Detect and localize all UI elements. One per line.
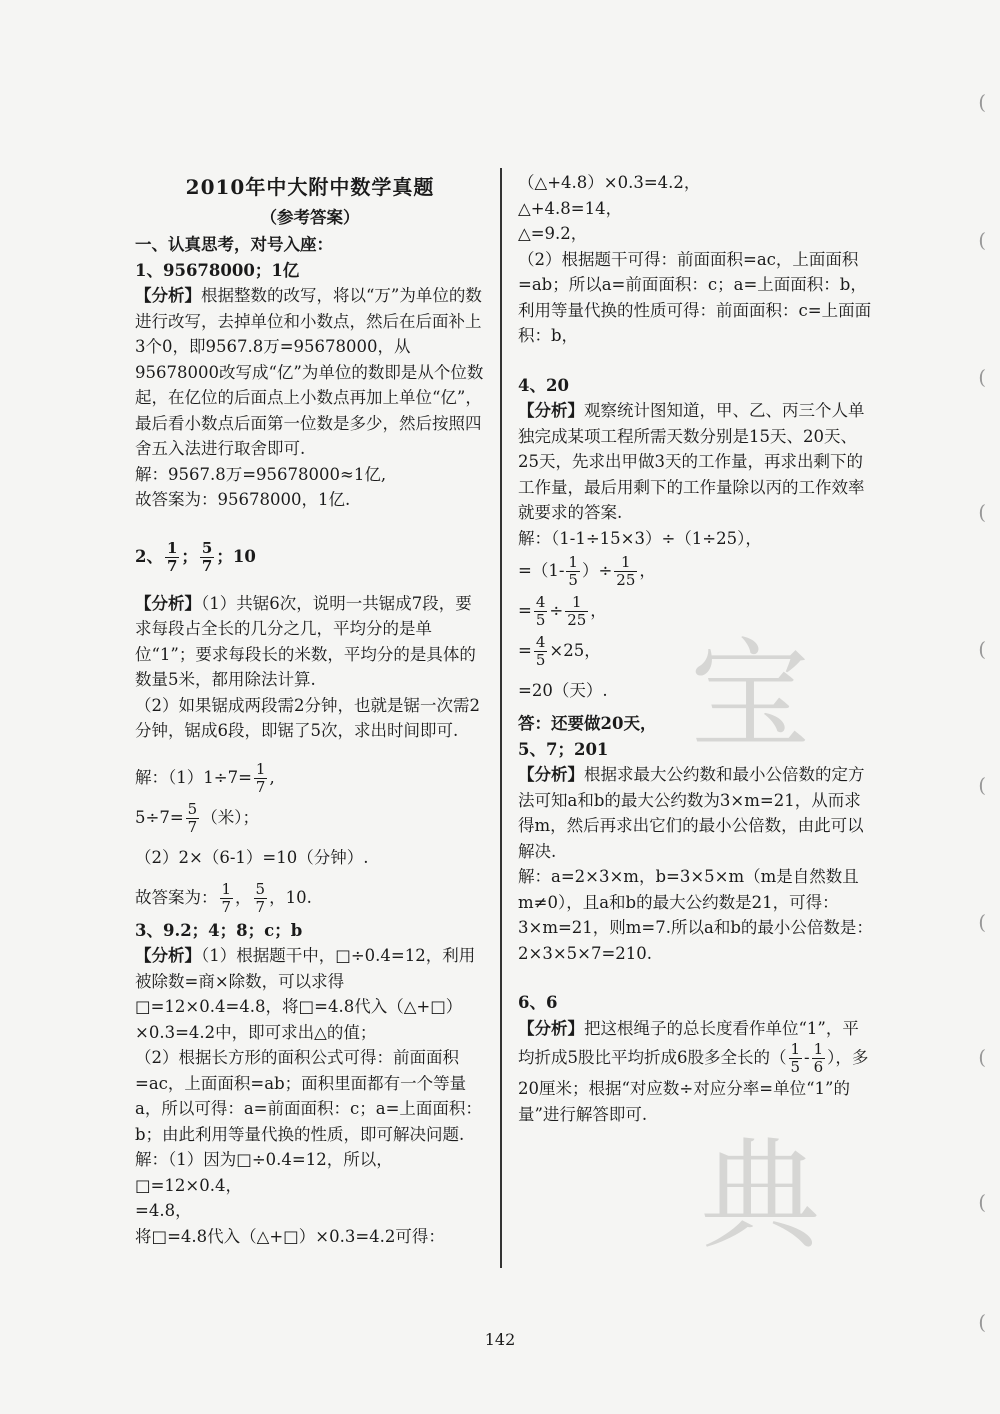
q5-analysis: 【分析】根据求最大公约数和最小公倍数的定方法可知a和b的最大公约数为3×m=21，从而求得m，然后再求出它们的最小公倍数，由此可以解决.	[518, 765, 865, 861]
watermark-dian: 典	[700, 1127, 820, 1266]
q3-sol-4: 将□=4.8代入（△+□）×0.3=4.2可得：	[135, 1226, 445, 1246]
q3-sol-1: 解：（1）因为□÷0.4=12，所以，	[135, 1150, 393, 1169]
q3-analysis: 【分析】（1）根据题干中，□÷0.4=12，利用被除数=商×除数，可以求得□=12×0.4=4.8，将□=4.8代入（△+□）×0.3=4.2中，即可求出△的值；	[135, 946, 476, 1042]
q3-cont-3: △=9.2，	[518, 224, 588, 243]
q1-answer: 1、95678000；1亿	[135, 260, 300, 280]
q6-analysis: 【分析】把这根绳子的总长度看作单位“1”，平均折成5股比平均折成6股多全长的（ $\frac{1}{5}$ - $\frac{1}{6}$ ），多20厘米；根据“对应数÷对应分率=单位“1”的量”进行解答即可.	[518, 1018, 869, 1124]
q2-final: 故答案为： $\frac{1}{7}$ ， $\frac{5}{7}$ ，10.	[135, 879, 312, 916]
q4-answer: 4、20	[518, 375, 569, 395]
q2-step-2: 5÷7= $\frac{5}{7}$ （米）；	[135, 799, 259, 836]
q2-frac-2: $\frac{5}{7}$	[201, 538, 213, 575]
page-title: 2010年中大附中数学真题	[185, 175, 435, 199]
q3-sol-3: =4.8，	[135, 1201, 192, 1220]
q2-analysis-2: （2）如果锯成两段需2分钟，也就是锯一次需2分钟，锯成6段，即锯了5次，求出时间即可.	[135, 695, 480, 740]
q4-sol: 解：（1-1÷15×3）÷（1÷25），	[518, 528, 762, 548]
q3-sol-2: □=12×0.4，	[135, 1175, 242, 1195]
q2-step-1: 解：（1）1÷7= $\frac{1}{7}$ ,	[135, 759, 275, 796]
q4-final: 答：还要做20天，	[518, 714, 657, 733]
q4-step-2: = $\frac{4}{5}$ ÷ $\frac{1}{25}$ ，	[518, 593, 607, 629]
q4-step-4: =20（天）.	[518, 681, 608, 700]
q3-cont-4: （2）根据题干可得：前面面积=ac，上面面积=ab；所以a=前面面积：c；a=上面面积：b，利用等量代换的性质可得：前面面积：c=上面面积：b，	[518, 249, 872, 345]
section-heading: 一、认真思考，对号入座：	[135, 235, 333, 254]
q3-cont-2: △+4.8=14，	[518, 198, 623, 218]
left-column	[135, 175, 485, 1249]
q2-analysis: 【分析】（1）共锯6次，说明一共锯成7段，要求每段占全长的几分之几，平均分的是单位“1”；要求每段长的米数，平均分的是具体的数量5米，都用除法计算.	[135, 593, 476, 689]
q5-sol: 解：a=2×3×m，b=3×5×m（m是自然数且m≠0），且a和b的最大公约数是21，可得：3×m=21，则m=7.所以a和b的最小公倍数是：2×3×5×7=210.	[518, 867, 873, 963]
page-subtitle: （参考答案）	[260, 207, 360, 227]
q2-answer: 2、 $\frac{1}{7}$ ； $\frac{5}{7}$ ；10	[135, 538, 256, 575]
document-page: 宝 典 ( ( ( ( ( ( ( ( ( ( 2010年中大附中数学真题 （参考答案） 一、认真思考，对号入座： 1、95678000；1亿 【分析】根据整数的改写，将以“万”为单位的数进行改写，去掉单位和小数点，然后在后面补上3个0，即9567.8万=95678000，从95678000改写成“亿”为单位的数即是从个位数起，在亿位的后面点上小数点再加上单位“亿”，最后看小数点后面第一位数是多少，然后按照四舍五入法进行取舍即可. 解：9567.8万=95678000≈1亿, 故答案为：95678000，1亿. 2、 $\frac{1}{7}$ ； $\frac{5}{7}$ ；10 【分析】（1）共锯6次，说明一共锯成7段，要求每段占全长的几分之几，平均分的是单位“1”；要求每段长的米数，平均分的是具体的数量5米，都用除法计算. （2）如果锯成两段需2分钟，也就是锯一次需2分钟，锯成6段，即锯了5次，求出时间即可. 解：（1）1÷7= $\frac{1}{7}$ , 5÷7= $\frac{5}{7}$ （米）； （2）2×（6-1）=10（分钟）. 故答案为： $\frac{1}{7}$ ， $\frac{5}{7}$ ，10. 3、9.2；4；8；c；b 【分析】（1）根据题干中，□÷0.4=12，利用被除数=商×除数，可以求得□=12×0.4=4.8，将□=4.8代入（△+□）×0.3=4.2中，即可求出△的值； （2）根据长方形的面积公式可得：前面面积=ac，上面面积=ab；面积里面都有一个等量a，所以可得：a=前面面积：c；a=上面面积：b；由此利用等量代换的性质，即可解决问题. 解：（1）因为□÷0.4=12，所以， □=12×0.4， =4.8， 将□=4.8代入（△+□）×0.3=4.2可得： （△+4.8）×0.3=4.2， △+4.8=14， △=9.2， （2）根据题干可得：前面面积=ac，上面面积=ab；所以a=前面面积：c；a=上面面积：b，利用等量代换的性质可得：前面面积：c=上面面积：b， 4、20 【分析】观察统计图知道，甲、乙、丙三个人单独完成某项工程所需天数分别是15天、20天、25天，先求出甲做3天的工作量，再求出剩下的工作量，最后用剩下的工作量除以丙的工作效率就要求的答案. 解：（1-1÷15×3）÷（1÷25）， =（1- $\frac{1}{5}$ ）÷ $\frac{1}{25}$ ， = $\frac{4}{5}$ ÷ $\frac{1}{25}$ ， = $\frac{4}{5}$ ×25， =20（天）. 答：还要做20天， 5、7；201 【分析】根据求最大公约数和最小公倍数的定方法可知a和b的最大公约数为3×m=21，从而求得m，然后再求出它们的最小公倍数，由此可以解决. 解：a=2×3×m，b=3×5×m（m是自然数且m≠0），且a和b的最大公约数是21，可得：3×m=21，则m=7.所以a和b的最小公倍数是：2×3×5×7=210. 6、6 【分析】把这根绳子的总长度看作单位“1”，平均折成5股比平均折成6股多全长的（ $\frac{1}{5}$ - $\frac{1}{6}$ ），多20厘米；根据“对应数÷对应分率=单位“1”的量”进行解答即可. 142	[0, 0, 1000, 1414]
q4-step-1: =（1- $\frac{1}{5}$ ）÷ $\frac{1}{25}$ ，	[518, 553, 656, 589]
q4-step-3: = $\frac{4}{5}$ ×25，	[518, 633, 601, 669]
q3-analysis-2: （2）根据长方形的面积公式可得：前面面积=ac，上面面积=ab；面积里面都有一个等量a，所以可得：a=前面面积：c；a=上面面积：b；由此利用等量代换的性质，即可解决问题.	[135, 1048, 482, 1144]
watermark-bao: 宝	[690, 627, 810, 766]
q2-frac-1: $\frac{1}{7}$	[166, 538, 178, 575]
page-number: 142	[484, 1330, 516, 1349]
q5-answer: 5、7；201	[518, 739, 609, 759]
q4-analysis: 【分析】观察统计图知道，甲、乙、丙三个人单独完成某项工程所需天数分别是15天、20天、25天，先求出甲做3天的工作量，再求出剩下的工作量，最后用剩下的工作量除以丙的工作效率就要求的答案.	[518, 401, 865, 522]
q6-answer: 6、6	[518, 993, 558, 1012]
q1-solution: 解：9567.8万=95678000≈1亿,	[135, 464, 387, 484]
column-divider	[500, 168, 502, 1268]
q2-step-3: （2）2×（6-1）=10（分钟）.	[135, 847, 369, 867]
q3-answer: 3、9.2；4；8；c；b	[135, 920, 303, 940]
q1-analysis: 【分析】根据整数的改写，将以“万”为单位的数进行改写，去掉单位和小数点，然后在后面补上3个0，即9567.8万=95678000，从95678000改写成“亿”为单位的数即是从个位数起，在亿位的后面点上小数点再加上单位“亿”，最后看小数点后面第一位数是多少，然后按照四舍五入法进行取舍即可.	[135, 286, 484, 458]
q3-cont-1: （△+4.8）×0.3=4.2，	[518, 173, 701, 192]
q1-conclusion: 故答案为：95678000，1亿.	[135, 490, 351, 509]
analysis-label: 【分析】	[135, 286, 201, 305]
right-column	[518, 170, 873, 1127]
